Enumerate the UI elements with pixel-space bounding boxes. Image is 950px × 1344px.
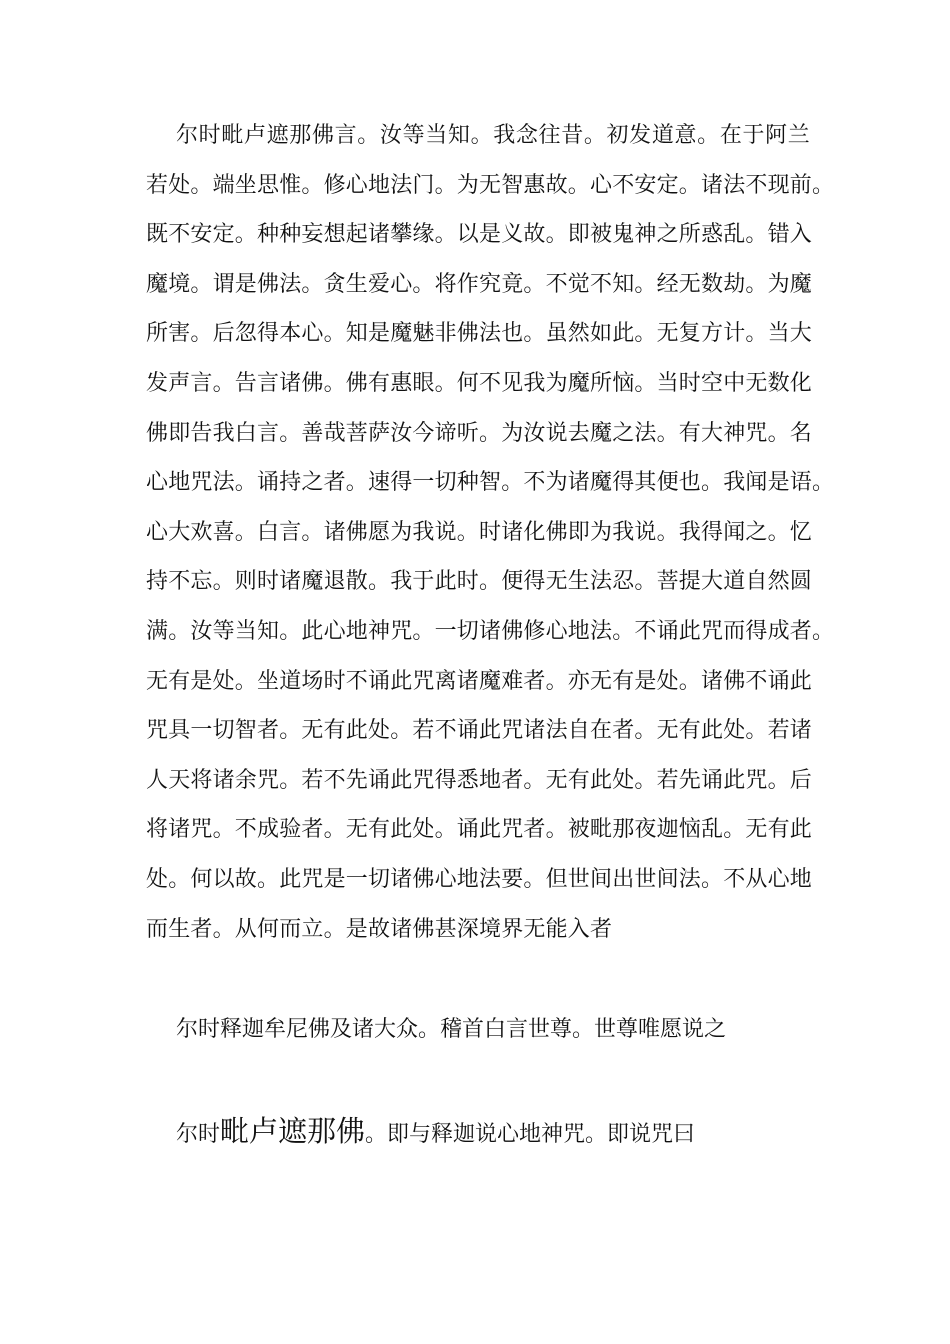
third-paragraph — [176, 1103, 695, 1163]
text-line: 尔时毗卢遮那佛言。汝等当知。我念往昔。初发道意。在于阿兰 — [176, 123, 810, 148]
text-line: 所害。后忽得本心。知是魔魅非佛法也。虽然如此。无复方计。当大 — [146, 321, 813, 347]
text-line: 咒具一切智者。无有此处。若不诵此咒诸法自在者。无有此处。若诸 — [146, 718, 813, 744]
paragraph-prefix: 尔时 — [176, 1122, 221, 1147]
main-paragraph — [146, 111, 835, 954]
emphasized-name: 毗卢遮那佛 — [220, 1114, 366, 1148]
text-line: 人天将诸余咒。若不先诵此咒得悉地者。无有此处。若先诵此咒。后 — [146, 767, 813, 793]
text-line: 处。何以故。此咒是一切诸佛心地法要。但世间出世间法。不从心地 — [146, 866, 813, 892]
text-line: 而生者。从何而立。是故诸佛甚深境界无能入者 — [146, 916, 613, 942]
text-line: 心大欢喜。白言。诸佛愿为我说。时诸化佛即为我说。我得闻之。忆 — [146, 519, 813, 545]
text-line: 持不忘。则时诸魔退散。我于此时。便得无生法忍。菩提大道自然圆 — [146, 569, 813, 595]
text-line: 发声言。告言诸佛。佛有惠眼。何不见我为魔所恼。当时空中无数化 — [146, 370, 813, 396]
text-line: 若处。端坐思惟。修心地法门。为无智惠故。心不安定。诸法不现前。 — [146, 172, 835, 198]
text-line: 魔境。谓是佛法。贪生爱心。将作究竟。不觉不知。经无数劫。为魔 — [146, 271, 813, 297]
text-line: 心地咒法。诵持之者。速得一切种智。不为诸魔得其便也。我闻是语。 — [146, 470, 835, 496]
text-line: 满。汝等当知。此心地神咒。一切诸佛修心地法。不诵此咒而得成者。 — [146, 618, 835, 644]
text-line: 佛即告我白言。善哉菩萨汝今谛听。为汝说去魔之法。有大神咒。名 — [146, 420, 813, 446]
second-paragraph: 尔时释迦牟尼佛及诸大众。稽首白言世尊。世尊唯愿说之 — [176, 1017, 727, 1042]
text-line: 既不安定。种种妄想起诸攀缘。以是义故。即被鬼神之所惑乱。错入 — [146, 222, 813, 248]
paragraph-suffix: 。即与释迦说心地神咒。即说咒曰 — [365, 1122, 696, 1147]
text-line: 无有是处。坐道场时不诵此咒离诸魔难者。亦无有是处。诸佛不诵此 — [146, 668, 813, 694]
text-line: 将诸咒。不成验者。无有此处。诵此咒者。被毗那夜迦恼乱。无有此 — [146, 817, 813, 843]
